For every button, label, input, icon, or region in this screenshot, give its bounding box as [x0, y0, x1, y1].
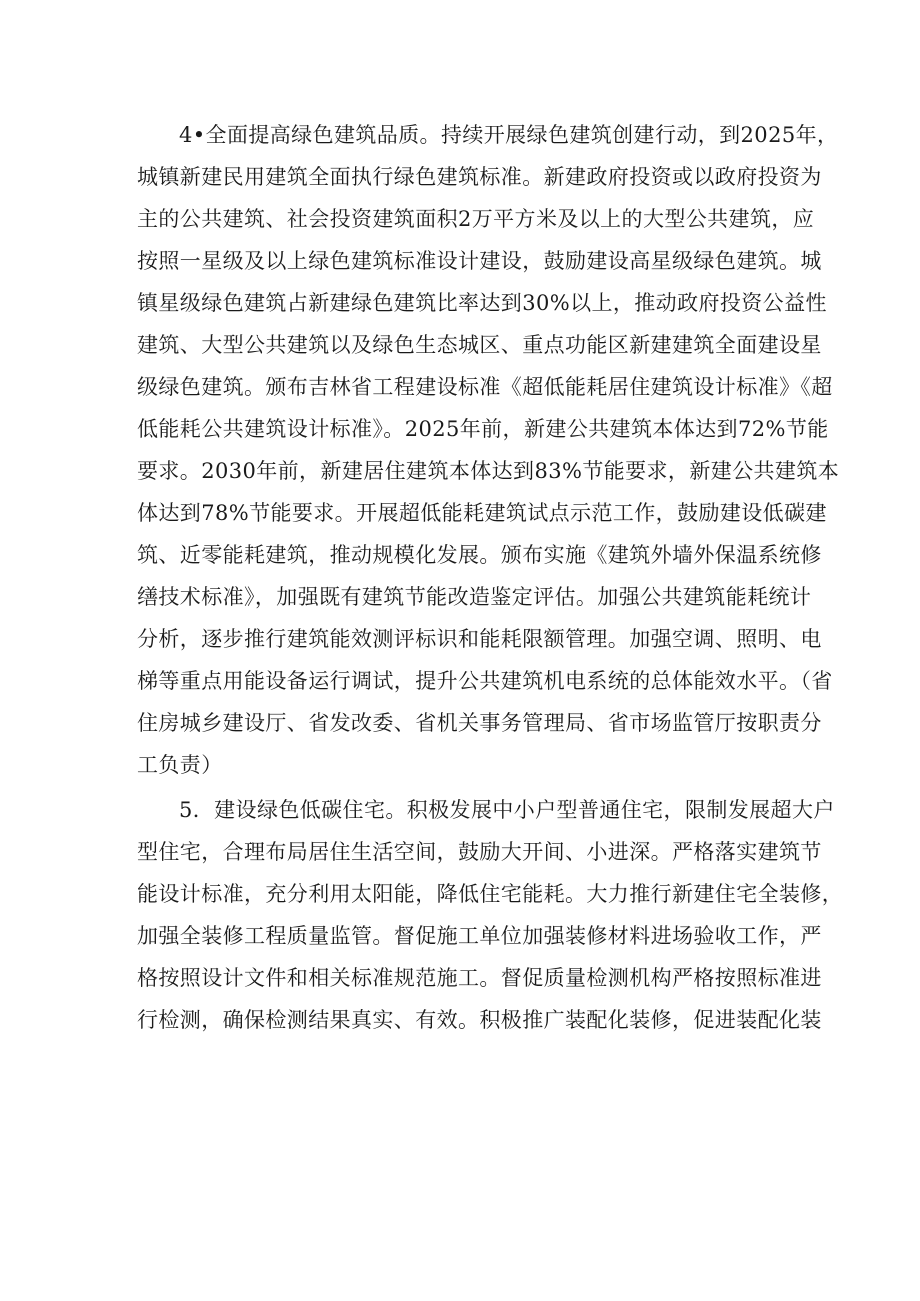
text-line: 体达到78%节能要求。开展超低能耗建筑试点示范工作，鼓励建设低碳建 [137, 501, 827, 525]
text-line: 能设计标准，充分利用太阳能，降低住宅能耗。大力推行新建住宅全装修， [137, 882, 844, 906]
document-body [137, 114, 844, 1041]
text-line: 分析，逐步推行建筑能效测评标识和能耗限额管理。加强空调、照明、电 [137, 627, 822, 651]
text-line: 低能耗公共建筑设计标准》。2025年前，新建公共建筑本体达到72%节能 [137, 417, 829, 441]
text-line: 缮技术标准》，加强既有建筑节能改造鉴定评估。加强公共建筑能耗统计 [137, 585, 812, 609]
text-line: 筑、近零能耗建筑，推动规模化发展。颁布实施《建筑外墙外保温系统修 [137, 543, 822, 567]
text-line: 加强全装修工程质量监管。督促施工单位加强装修材料进场验收工作，严 [137, 924, 822, 948]
text-line: 工负责） [137, 753, 223, 777]
text-line: 镇星级绿色建筑占新建绿色建筑比率达到30%以上，推动政府投资公益性 [137, 291, 827, 315]
paragraph-2 [137, 789, 844, 1041]
text-line: 主的公共建筑、社会投资建筑面积2万平方米及以上的大型公共建筑，应 [137, 207, 815, 231]
text-line: 梯等重点用能设备运行调试，提升公共建筑机电系统的总体能效水平。（省 [137, 669, 833, 693]
text-line: 住房城乡建设厅、省发改委、省机关事务管理局、省市场监管厅按职责分 [137, 711, 822, 735]
text-line: 格按照设计文件和相关标准规范施工。督促质量检测机构严格按照标准进 [137, 966, 822, 990]
text-line: 级绿色建筑。颁布吉林省工程建设标准《超低能耗居住建筑设计标准》《超 [137, 375, 833, 399]
text-line: 型住宅，合理布局居住生活空间，鼓励大开间、小进深。严格落实建筑节 [137, 840, 822, 864]
text-line: 建筑、大型公共建筑以及绿色生态城区、重点功能区新建建筑全面建设星 [137, 333, 822, 357]
text-line: 要求。2030年前，新建居住建筑本体达到83%节能要求，新建公共建筑本 [137, 459, 840, 483]
text-line: 5．建设绿色低碳住宅。积极发展中小户型普通住宅，限制发展超大户 [179, 798, 835, 822]
paragraph-1 [137, 114, 840, 786]
text-line: 城镇新建民用建筑全面执行绿色建筑标准。新建政府投资或以政府投资为 [137, 165, 822, 189]
text-line: 4•全面提高绿色建筑品质。持续开展绿色建筑创建行动，到2025年， [179, 123, 839, 147]
text-line: 按照一星级及以上绿色建筑标准设计建设，鼓励建设高星级绿色建筑。城 [137, 249, 822, 273]
text-line: 行检测，确保检测结果真实、有效。积极推广装配化装修，促进装配化装 [137, 1008, 822, 1032]
